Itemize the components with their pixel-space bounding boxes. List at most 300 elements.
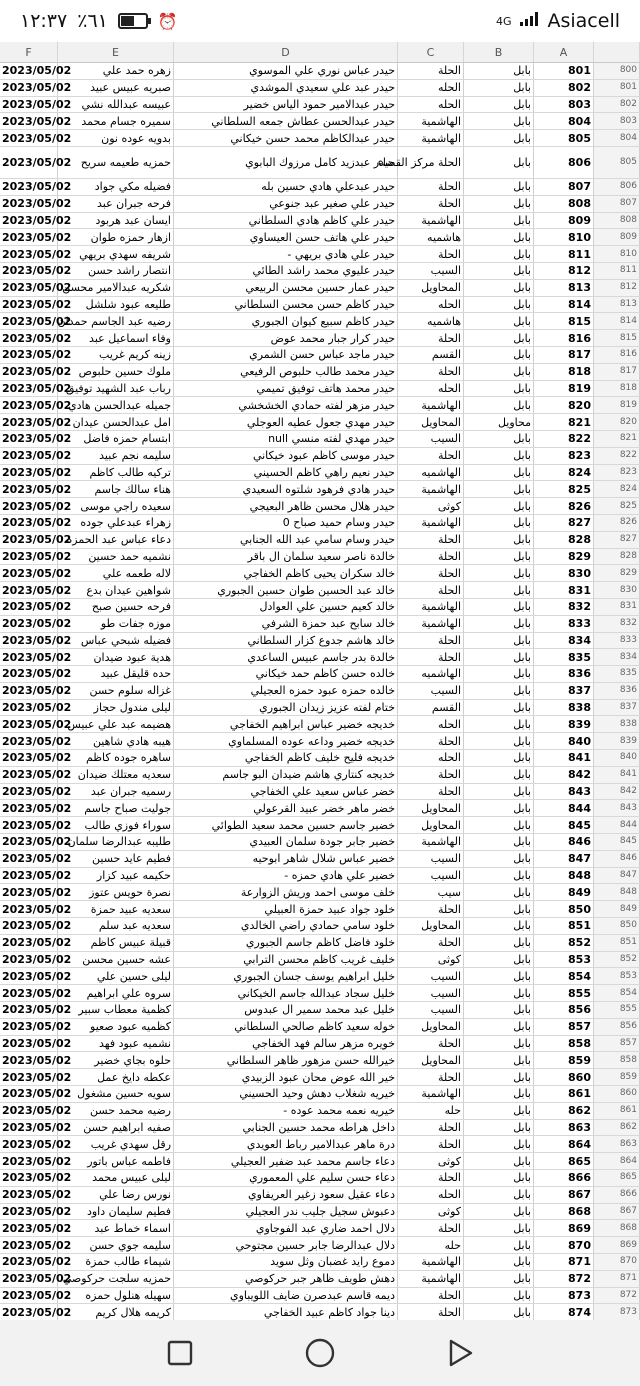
cell-serial[interactable]: 814 — [534, 297, 594, 313]
row-number[interactable]: 851 — [594, 935, 640, 951]
cell-province[interactable]: بابل — [464, 347, 534, 363]
cell-serial[interactable]: 847 — [534, 851, 594, 867]
cell-mother-name[interactable]: حمزيه سلجت حركوصي — [58, 1271, 174, 1287]
cell-province[interactable]: بابل — [464, 330, 534, 346]
cell-full-name[interactable]: حيدر عبدالامير حمود الياس خضير — [174, 97, 398, 113]
cell-district[interactable]: الحلة — [398, 1136, 464, 1152]
row-number[interactable]: 862 — [594, 1120, 640, 1136]
cell-province[interactable]: بابل — [464, 1136, 534, 1152]
cell-district[interactable]: كوثى — [398, 498, 464, 514]
table-row[interactable] — [0, 683, 640, 700]
cell-date[interactable]: 2023/05/02 — [2, 1221, 72, 1235]
row-number[interactable]: 870 — [594, 1254, 640, 1270]
cell-serial[interactable]: 834 — [534, 633, 594, 649]
cell-full-name[interactable]: دهش طويف ظاهر جبر حركوصي — [174, 1271, 398, 1287]
cell-date[interactable]: 2023/05/02 — [2, 919, 72, 933]
cell-district[interactable]: الهاشميه — [398, 666, 464, 682]
row-number[interactable]: 831 — [594, 599, 640, 615]
cell-mother-name[interactable]: عشه حسين محسن — [58, 952, 174, 968]
row-number[interactable]: 833 — [594, 633, 640, 649]
row-number[interactable]: 805 — [594, 147, 640, 178]
cell-full-name[interactable]: درة ماهر عبدالامير رباط العويدي — [174, 1136, 398, 1152]
cell-mother-name[interactable]: فضيله شبحي عباس — [58, 633, 174, 649]
cell-date[interactable]: 2023/05/02 — [2, 213, 72, 227]
cell-full-name[interactable]: حيدر عبدالكاظم محمد حسن خيكاني — [174, 130, 398, 146]
cell-mother-name[interactable]: كظمية معطاب سبير — [58, 1002, 174, 1018]
table-row[interactable] — [0, 968, 640, 985]
cell-full-name[interactable]: خالد هاشم جدوع كزار السلطاني — [174, 633, 398, 649]
cell-mother-name[interactable]: شواهين عيدان بدع — [58, 582, 174, 598]
row-number[interactable]: 837 — [594, 700, 640, 716]
column-header-a[interactable]: A — [534, 42, 594, 62]
column-header-c[interactable]: C — [398, 42, 464, 62]
table-row[interactable] — [0, 515, 640, 532]
table-row[interactable] — [0, 1220, 640, 1237]
cell-district[interactable]: الحلة — [398, 330, 464, 346]
row-number[interactable]: 812 — [594, 280, 640, 296]
cell-mother-name[interactable]: زهره حمد علي — [58, 63, 174, 79]
cell-district[interactable]: الحلة — [398, 246, 464, 262]
cell-district[interactable]: السيب — [398, 985, 464, 1001]
cell-province[interactable]: بابل — [464, 1237, 534, 1253]
cell-full-name[interactable]: حيدر مزهر لفته حمادي الخشخشي — [174, 397, 398, 413]
cell-district[interactable]: الهاشمية — [398, 834, 464, 850]
cell-district[interactable]: الحله — [398, 750, 464, 766]
cell-province[interactable]: بابل — [464, 280, 534, 296]
cell-district[interactable]: هاشميه — [398, 229, 464, 245]
cell-mother-name[interactable]: رباب عبد الشهيد توفيق — [58, 381, 174, 397]
cell-province[interactable]: بابل — [464, 532, 534, 548]
row-number[interactable]: 853 — [594, 968, 640, 984]
row-number[interactable]: 855 — [594, 1002, 640, 1018]
cell-serial[interactable]: 818 — [534, 364, 594, 380]
cell-serial[interactable]: 840 — [534, 733, 594, 749]
cell-full-name[interactable]: خديجه خضير عباس ابراهيم الخفاجي — [174, 716, 398, 732]
cell-full-name[interactable]: حيدر محمد طالب حلبوص الرفيعي — [174, 364, 398, 380]
cell-district[interactable]: الحلة — [398, 1288, 464, 1304]
cell-date[interactable]: 2023/05/02 — [2, 432, 72, 446]
cell-mother-name[interactable]: هضيمه عبد علي عبيس — [58, 716, 174, 732]
cell-full-name[interactable]: حيدر كرار جبار محمد عوض — [174, 330, 398, 346]
row-number[interactable]: 848 — [594, 884, 640, 900]
cell-serial[interactable]: 846 — [534, 834, 594, 850]
row-number[interactable]: 872 — [594, 1288, 640, 1304]
cell-district[interactable]: كوثى — [398, 1204, 464, 1220]
row-number[interactable]: 871 — [594, 1271, 640, 1287]
cell-province[interactable]: بابل — [464, 1002, 534, 1018]
row-number[interactable]: 820 — [594, 414, 640, 430]
cell-full-name[interactable]: دموع رايد غضبان وثل سويد — [174, 1254, 398, 1270]
table-row[interactable] — [0, 97, 640, 114]
cell-district[interactable]: هاشميه — [398, 313, 464, 329]
cell-mother-name[interactable]: حمزيه طعيمه سريح — [58, 147, 174, 178]
cell-serial[interactable]: 858 — [534, 1036, 594, 1052]
cell-date[interactable]: 2023/05/02 — [2, 131, 72, 145]
table-row[interactable] — [0, 1052, 640, 1069]
table-row[interactable] — [0, 80, 640, 97]
cell-serial[interactable]: 857 — [534, 1019, 594, 1035]
cell-mother-name[interactable]: جوليت صباح جاسم — [58, 800, 174, 816]
row-number[interactable]: 864 — [594, 1153, 640, 1169]
cell-date[interactable]: 2023/05/02 — [2, 1087, 72, 1101]
row-number[interactable]: 804 — [594, 130, 640, 146]
row-number[interactable]: 866 — [594, 1187, 640, 1203]
cell-mother-name[interactable]: انتصار راشد حسن — [58, 263, 174, 279]
cell-full-name[interactable]: خالدة بدر جاسم عبيس الساعدي — [174, 649, 398, 665]
cell-mother-name[interactable]: دعاء عباس عبد الحمزة — [58, 532, 174, 548]
cell-mother-name[interactable]: نصرة حويس عتوز — [58, 884, 174, 900]
cell-district[interactable]: الحلة — [398, 633, 464, 649]
row-number[interactable]: 867 — [594, 1204, 640, 1220]
table-row[interactable] — [0, 113, 640, 130]
cell-date[interactable]: 2023/05/02 — [2, 869, 72, 883]
table-row[interactable] — [0, 834, 640, 851]
cell-province[interactable]: بابل — [464, 884, 534, 900]
cell-province[interactable]: بابل — [464, 1254, 534, 1270]
cell-date[interactable]: 2023/05/02 — [2, 1137, 72, 1151]
row-number[interactable]: 809 — [594, 229, 640, 245]
cell-province[interactable]: بابل — [464, 901, 534, 917]
cell-mother-name[interactable]: هناء سالك جاسم — [58, 481, 174, 497]
cell-serial[interactable]: 801 — [534, 63, 594, 79]
cell-date[interactable]: 2023/05/02 — [2, 314, 72, 328]
cell-district[interactable]: الحلة — [398, 549, 464, 565]
column-header-d[interactable]: D — [174, 42, 398, 62]
column-header-f[interactable]: F — [0, 42, 58, 62]
table-row[interactable] — [0, 633, 640, 650]
cell-mother-name[interactable]: وفاء اسماعيل عبد — [58, 330, 174, 346]
cell-full-name[interactable]: خالد كعيم حسين علي العوادل — [174, 599, 398, 615]
cell-full-name[interactable]: حيدر كاظم حسن محسن السلطاني — [174, 297, 398, 313]
table-row[interactable] — [0, 297, 640, 314]
cell-full-name[interactable]: ختام لفته عزيز زيدان الجبوري — [174, 700, 398, 716]
cell-date[interactable]: 2023/05/02 — [2, 734, 72, 748]
cell-date[interactable]: 2023/05/02 — [0, 147, 58, 178]
cell-full-name[interactable]: خضير علي هادي حمزه - — [174, 868, 398, 884]
table-row[interactable] — [0, 498, 640, 515]
cell-province[interactable]: بابل — [464, 767, 534, 783]
cell-serial[interactable]: 865 — [534, 1153, 594, 1169]
row-number[interactable]: 816 — [594, 347, 640, 363]
cell-full-name[interactable]: خالدة ناصر سعيد سلمان ال باقر — [174, 549, 398, 565]
cell-province[interactable]: بابل — [464, 229, 534, 245]
cell-mother-name[interactable]: جميله عبدالحسن هادي — [58, 397, 174, 413]
cell-full-name[interactable]: حيدر نعيم راهي كاظم الحسيني — [174, 465, 398, 481]
row-number[interactable]: 868 — [594, 1220, 640, 1236]
cell-province[interactable]: بابل — [464, 733, 534, 749]
cell-mother-name[interactable]: ايسان عبد هربود — [58, 213, 174, 229]
row-number[interactable]: 845 — [594, 834, 640, 850]
cell-district[interactable]: الحلة — [398, 63, 464, 79]
cell-serial[interactable]: 819 — [534, 381, 594, 397]
table-row[interactable] — [0, 918, 640, 935]
table-row[interactable] — [0, 263, 640, 280]
cell-province[interactable]: بابل — [464, 666, 534, 682]
cell-province[interactable]: بابل — [464, 1120, 534, 1136]
cell-full-name[interactable]: حيدر عبدالحسن عطاش جمعه السلطاني — [174, 113, 398, 129]
cell-mother-name[interactable]: فضيله مكي جواد — [58, 179, 174, 195]
cell-date[interactable]: 2023/05/02 — [2, 1305, 72, 1319]
row-number[interactable]: 806 — [594, 179, 640, 195]
cell-date[interactable]: 2023/05/02 — [2, 1037, 72, 1051]
cell-date[interactable]: 2023/05/02 — [2, 617, 72, 631]
row-number[interactable]: 869 — [594, 1237, 640, 1253]
cell-full-name[interactable]: خضير جاسم حسين محمد سعيد الطوائي — [174, 817, 398, 833]
spreadsheet-view[interactable] — [0, 42, 640, 1320]
row-number[interactable]: 852 — [594, 952, 640, 968]
cell-full-name[interactable]: حيدر عبدزيد كامل مرزوك البابوي — [174, 147, 398, 178]
cell-province[interactable]: بابل — [464, 683, 534, 699]
row-number[interactable]: 814 — [594, 313, 640, 329]
cell-mother-name[interactable]: طليبه عبدالرضا سلمان — [58, 834, 174, 850]
cell-province[interactable]: بابل — [464, 582, 534, 598]
cell-date[interactable]: 2023/05/02 — [2, 549, 72, 563]
cell-serial[interactable]: 811 — [534, 246, 594, 262]
cell-province[interactable]: بابل — [464, 397, 534, 413]
cell-full-name[interactable]: دلال عبدالرضا جابر حسين مجتوحي — [174, 1237, 398, 1253]
cell-date[interactable]: 2023/05/02 — [2, 953, 72, 967]
table-row[interactable] — [0, 935, 640, 952]
cell-district[interactable]: المحاويل — [398, 817, 464, 833]
cell-serial[interactable]: 866 — [534, 1170, 594, 1186]
cell-mother-name[interactable]: سروه علي ابراهيم — [58, 985, 174, 1001]
cell-serial[interactable]: 804 — [534, 113, 594, 129]
cell-district[interactable]: الهاشمية — [398, 130, 464, 146]
cell-mother-name[interactable]: طليعه عبود شلشل — [58, 297, 174, 313]
back-button[interactable] — [440, 1333, 480, 1373]
row-number[interactable]: 840 — [594, 750, 640, 766]
cell-mother-name[interactable]: لاله طعمه علي — [58, 565, 174, 581]
cell-full-name[interactable]: حيدر علي هاتف حسن العيساوي — [174, 229, 398, 245]
cell-date[interactable]: 2023/05/02 — [2, 533, 72, 547]
cell-province[interactable]: محاويل — [464, 414, 534, 430]
row-number[interactable]: 807 — [594, 196, 640, 212]
cell-date[interactable]: 2023/05/02 — [2, 1070, 72, 1084]
cell-mother-name[interactable]: شكريه عبدالامير محسن — [58, 280, 174, 296]
row-number[interactable]: 801 — [594, 80, 640, 96]
cell-district[interactable]: سيب — [398, 884, 464, 900]
home-button[interactable] — [300, 1333, 340, 1373]
cell-province[interactable]: بابل — [464, 1052, 534, 1068]
cell-serial[interactable]: 852 — [534, 935, 594, 951]
row-number[interactable]: 813 — [594, 297, 640, 313]
row-number[interactable]: 828 — [594, 549, 640, 565]
row-number[interactable]: 821 — [594, 431, 640, 447]
cell-mother-name[interactable]: غزاله سلوم حسن — [58, 683, 174, 699]
cell-date[interactable]: 2023/05/02 — [2, 449, 72, 463]
cell-district[interactable]: السيب — [398, 263, 464, 279]
table-row[interactable] — [0, 616, 640, 633]
cell-province[interactable]: بابل — [464, 498, 534, 514]
table-row[interactable] — [0, 851, 640, 868]
row-number[interactable]: 823 — [594, 465, 640, 481]
cell-date[interactable]: 2023/05/02 — [2, 81, 72, 95]
cell-mother-name[interactable]: سوراء فوزي طالب — [58, 817, 174, 833]
cell-mother-name[interactable]: موزه جفات طو — [58, 616, 174, 632]
cell-district[interactable]: السيب — [398, 431, 464, 447]
cell-date[interactable]: 2023/05/02 — [2, 1154, 72, 1168]
table-row[interactable] — [0, 1271, 640, 1288]
cell-mother-name[interactable]: حلوه بجاي خضير — [58, 1052, 174, 1068]
table-row[interactable] — [0, 229, 640, 246]
cell-district[interactable]: الحلة — [398, 1036, 464, 1052]
cell-serial[interactable]: 826 — [534, 498, 594, 514]
cell-district[interactable]: الحلة — [398, 1120, 464, 1136]
cell-province[interactable]: بابل — [464, 750, 534, 766]
cell-date[interactable]: 2023/05/02 — [2, 885, 72, 899]
cell-full-name[interactable]: خلف موسى احمد وريش الزوارعة — [174, 884, 398, 900]
cell-full-name[interactable]: خوله سعيد كاظم صالحي السلطاني — [174, 1019, 398, 1035]
cell-full-name[interactable]: ديمه قاسم عبدصرن ضايف اللويباوي — [174, 1288, 398, 1304]
cell-full-name[interactable]: حيدر عبد علي سعيدي الموشدي — [174, 80, 398, 96]
cell-province[interactable]: بابل — [464, 481, 534, 497]
cell-province[interactable]: بابل — [464, 297, 534, 313]
cell-date[interactable]: 2023/05/02 — [2, 1204, 72, 1218]
cell-serial[interactable]: 807 — [534, 179, 594, 195]
cell-district[interactable]: الحلة — [398, 179, 464, 195]
cell-province[interactable]: بابل — [464, 1036, 534, 1052]
cell-serial[interactable]: 873 — [534, 1288, 594, 1304]
cell-district[interactable]: القسم — [398, 347, 464, 363]
table-row[interactable] — [0, 130, 640, 147]
cell-province[interactable]: بابل — [464, 1187, 534, 1203]
cell-date[interactable]: 2023/05/02 — [2, 566, 72, 580]
table-row[interactable] — [0, 1069, 640, 1086]
cell-serial[interactable]: 870 — [534, 1237, 594, 1253]
cell-serial[interactable]: 853 — [534, 952, 594, 968]
cell-date[interactable]: 2023/05/02 — [2, 331, 72, 345]
row-number[interactable]: 861 — [594, 1103, 640, 1119]
cell-province[interactable]: بابل — [464, 246, 534, 262]
cell-full-name[interactable]: حيدر عباس نوري علي الموسوي — [174, 63, 398, 79]
table-row[interactable] — [0, 1254, 640, 1271]
table-row[interactable] — [0, 750, 640, 767]
table-row[interactable] — [0, 414, 640, 431]
cell-district[interactable]: المحاويل — [398, 918, 464, 934]
cell-mother-name[interactable]: سعديه معتلك ضيدان — [58, 767, 174, 783]
cell-mother-name[interactable]: امل عبدالحسن عيدان — [58, 414, 174, 430]
cell-mother-name[interactable]: فاطمه عباس باتور — [58, 1153, 174, 1169]
table-row[interactable] — [0, 381, 640, 398]
cell-district[interactable]: القسم — [398, 700, 464, 716]
cell-district[interactable]: الهاشمية — [398, 113, 464, 129]
cell-district[interactable]: الحلة — [398, 1170, 464, 1186]
cell-district[interactable]: الحلة — [398, 935, 464, 951]
table-row[interactable] — [0, 1002, 640, 1019]
cell-serial[interactable]: 824 — [534, 465, 594, 481]
cell-province[interactable]: بابل — [464, 313, 534, 329]
table-row[interactable] — [0, 532, 640, 549]
cell-full-name[interactable]: دلال احمد ضاري عبد الفوجاوي — [174, 1220, 398, 1236]
cell-province[interactable]: بابل — [464, 952, 534, 968]
table-row[interactable] — [0, 649, 640, 666]
cell-district[interactable]: الهاشمية — [398, 481, 464, 497]
row-number[interactable]: 859 — [594, 1069, 640, 1085]
cell-date[interactable]: 2023/05/02 — [2, 1053, 72, 1067]
row-number[interactable]: 808 — [594, 213, 640, 229]
row-number[interactable]: 850 — [594, 918, 640, 934]
cell-mother-name[interactable]: ليلى عبيس محمد — [58, 1170, 174, 1186]
cell-serial[interactable]: 861 — [534, 1086, 594, 1102]
row-number[interactable]: 826 — [594, 515, 640, 531]
cell-serial[interactable]: 862 — [534, 1103, 594, 1119]
row-number[interactable]: 863 — [594, 1136, 640, 1152]
row-number[interactable]: 860 — [594, 1086, 640, 1102]
row-number[interactable]: 873 — [594, 1304, 640, 1320]
cell-province[interactable]: بابل — [464, 834, 534, 850]
cell-district[interactable]: الحله — [398, 80, 464, 96]
cell-mother-name[interactable]: قبيلة عبيس كاظم — [58, 935, 174, 951]
table-row[interactable] — [0, 1120, 640, 1137]
table-row[interactable] — [0, 364, 640, 381]
cell-full-name[interactable]: خيريه نعمه محمد عوده - — [174, 1103, 398, 1119]
table-row[interactable] — [0, 733, 640, 750]
cell-province[interactable]: بابل — [464, 196, 534, 212]
cell-district[interactable]: المحاويل — [398, 1052, 464, 1068]
cell-serial[interactable]: 844 — [534, 800, 594, 816]
cell-serial[interactable]: 820 — [534, 397, 594, 413]
table-row[interactable] — [0, 448, 640, 465]
row-number[interactable]: 830 — [594, 582, 640, 598]
cell-serial[interactable]: 827 — [534, 515, 594, 531]
cell-district[interactable]: السيب — [398, 868, 464, 884]
cell-date[interactable]: 2023/05/02 — [2, 415, 72, 429]
cell-serial[interactable]: 838 — [534, 700, 594, 716]
cell-full-name[interactable]: خيريه شغلاب دهش وحيد الحسيني — [174, 1086, 398, 1102]
cell-serial[interactable]: 831 — [534, 582, 594, 598]
cell-full-name[interactable]: حيدر كاظم سبيع كيوان الجبوري — [174, 313, 398, 329]
cell-full-name[interactable]: دعاء حسن سليم علي المعموري — [174, 1170, 398, 1186]
cell-date[interactable]: 2023/05/02 — [2, 1003, 72, 1017]
cell-serial[interactable]: 808 — [534, 196, 594, 212]
cell-province[interactable]: بابل — [464, 1204, 534, 1220]
row-number[interactable]: 825 — [594, 498, 640, 514]
cell-date[interactable]: 2023/05/02 — [2, 297, 72, 311]
cell-province[interactable]: بابل — [464, 431, 534, 447]
row-number[interactable]: 803 — [594, 113, 640, 129]
table-row[interactable] — [0, 1136, 640, 1153]
table-row[interactable] — [0, 465, 640, 482]
cell-date[interactable]: 2023/05/02 — [2, 114, 72, 128]
row-number[interactable]: 857 — [594, 1036, 640, 1052]
cell-full-name[interactable]: حيدر مهدي جعول عطيه العوجلي — [174, 414, 398, 430]
cell-mother-name[interactable]: فرحه حسين صبح — [58, 599, 174, 615]
cell-date[interactable]: 2023/05/02 — [2, 633, 72, 647]
cell-mother-name[interactable]: كظميه عبود صعيو — [58, 1019, 174, 1035]
cell-full-name[interactable]: خويره مزهر سالم فهد الخفاجي — [174, 1036, 398, 1052]
recent-apps-button[interactable] — [160, 1333, 200, 1373]
cell-mother-name[interactable]: اسماء خماط عبد — [58, 1220, 174, 1236]
table-row[interactable] — [0, 565, 640, 582]
cell-mother-name[interactable]: هيبه هادي شاهين — [58, 733, 174, 749]
cell-mother-name[interactable]: سميره جسام محمد — [58, 113, 174, 129]
cell-serial[interactable]: 864 — [534, 1136, 594, 1152]
table-row[interactable] — [0, 884, 640, 901]
column-header-e[interactable]: E — [58, 42, 174, 62]
cell-serial[interactable]: 868 — [534, 1204, 594, 1220]
cell-serial[interactable]: 871 — [534, 1254, 594, 1270]
cell-serial[interactable]: 845 — [534, 817, 594, 833]
cell-district[interactable]: كوثى — [398, 1153, 464, 1169]
column-header-b[interactable]: B — [464, 42, 534, 62]
cell-serial[interactable]: 822 — [534, 431, 594, 447]
table-row[interactable] — [0, 700, 640, 717]
cell-mother-name[interactable]: سليمه نجم عبيد — [58, 448, 174, 464]
cell-serial[interactable]: 843 — [534, 784, 594, 800]
table-row[interactable] — [0, 280, 640, 297]
cell-date[interactable]: 2023/05/02 — [2, 516, 72, 530]
cell-full-name[interactable]: خليل عبد محمد سمير ال عبدوس — [174, 1002, 398, 1018]
